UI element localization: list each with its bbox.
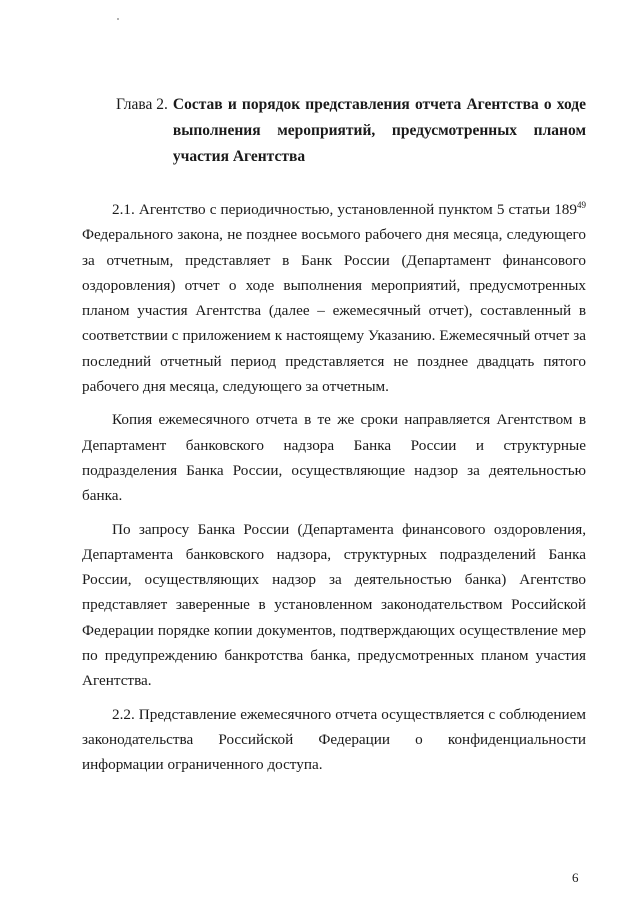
chapter-prefix: Глава 2. <box>116 96 168 113</box>
chapter-title: Состав и порядок представления отчета Агентства о ходе выполнения мероприятий, предусмотренных планом участия Агентства <box>172 96 586 165</box>
scan-speck <box>117 18 119 20</box>
paragraph-2-1-start: 2.1. Агентство с периодичностью, установленной пунктом 5 статьи 189 <box>112 201 577 218</box>
paragraph-2-1 <box>82 197 586 399</box>
chapter-heading <box>116 92 586 170</box>
page-number: 6 <box>572 870 579 885</box>
paragraph-request: По запросу Банка России (Департамента финансового оздоровления, Департамента банковского надзора, структурных подразделений Банка России, осуществляющих надзор за деятельностью банка) Агентство представляет заверенные в установленном законодательством Российской Федерации порядке копии документов, подтверждающих осуществление мер по предупреждению банкротства банка, предусмотренных планом участия Агентства. <box>82 520 586 690</box>
article-superscript: 49 <box>577 199 586 210</box>
document-body <box>82 197 586 786</box>
paragraph-copy-report: Копия ежемесячного отчета в те же сроки направляется Агентством в Департамент банковского надзора Банка России и структурные подразделения Банка России, осуществляющие надзор за деятельностью банка. <box>82 411 586 505</box>
paragraph-2-2: 2.2. Представление ежемесячного отчета осуществляется с соблюдением законодательства Российской Федерации о конфиденциальности информации ограниченного доступа. <box>82 705 586 774</box>
paragraph-2-1-end: Федерального закона, не позднее восьмого рабочего дня месяца, следующего за отчетным, представляет в Банк России (Департамент финансового оздоровления) отчет о ходе выполнения мероприятий, предусмотренных планом участия Агентства (далее – ежемесячный отчет), составленный в соответствии с приложением к настоящему Указанию. Ежемесячный отчет за последний отчетный период представляется не позднее двадцать пятого рабочего дня месяца, следующего за отчетным. <box>82 226 586 396</box>
